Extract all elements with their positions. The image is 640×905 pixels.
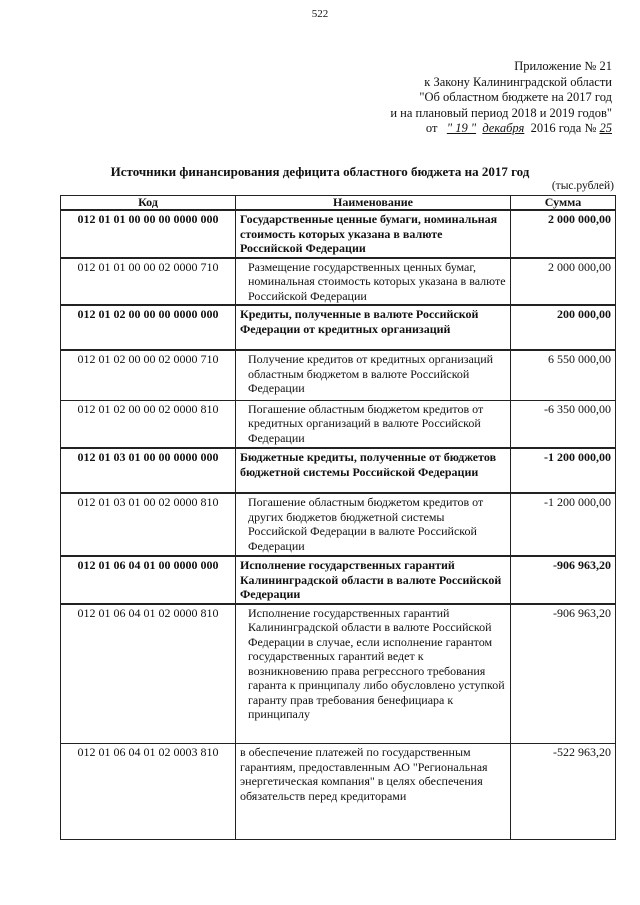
row-code: 012 01 06 04 01 02 0003 810 <box>61 744 236 840</box>
table-row <box>61 604 616 744</box>
table-row <box>61 493 616 556</box>
row-amount: -522 963,20 <box>511 744 616 840</box>
row-amount: -906 963,20 <box>511 556 616 604</box>
row-name: Погашение областным бюджетом кредитов от кредитных организаций в валюте Российской Федерации <box>236 400 511 448</box>
row-code: 012 01 02 00 00 02 0000 810 <box>61 400 236 448</box>
row-name: Погашение областным бюджетом кредитов от других бюджетов бюджетной системы Российской Федерации в валюте Российской Федерации <box>236 493 511 556</box>
table-row <box>61 210 616 258</box>
row-amount: 200 000,00 <box>511 305 616 350</box>
header-name: Наименование <box>236 196 511 211</box>
row-name: Кредиты, полученные в валюте Российской Федерации от кредитных организаций <box>236 305 511 350</box>
page-number: 522 <box>311 8 329 20</box>
table-row <box>61 448 616 493</box>
table-row <box>61 305 616 350</box>
row-name: Получение кредитов от кредитных организаций областным бюджетом в валюте Российской Федерации <box>236 350 511 400</box>
table-row <box>61 744 616 840</box>
row-amount: -1 200 000,00 <box>511 448 616 493</box>
header-code: Код <box>61 196 236 211</box>
row-amount: -6 350 000,00 <box>511 400 616 448</box>
annex-line: "Об областном бюджете на 2017 год <box>419 90 612 104</box>
annex-line: Приложение № 21 <box>514 59 612 73</box>
table-row <box>61 400 616 448</box>
row-amount: 2 000 000,00 <box>511 210 616 258</box>
annex-block <box>390 59 612 137</box>
row-name: Бюджетные кредиты, полученные от бюджетов бюджетной системы Российской Федерации <box>236 448 511 493</box>
annex-day: " 19 " <box>446 121 477 135</box>
header-amount: Сумма <box>511 196 616 211</box>
row-amount: -1 200 000,00 <box>511 493 616 556</box>
row-name: Размещение государственных ценных бумаг, номинальная стоимость которых указана в валюте Российской Федерации <box>236 258 511 306</box>
row-code: 012 01 01 00 00 02 0000 710 <box>61 258 236 306</box>
row-amount: -906 963,20 <box>511 604 616 744</box>
row-code: 012 01 01 00 00 00 0000 000 <box>61 210 236 258</box>
annex-line: и на плановый период 2018 и 2019 годов" <box>390 105 612 120</box>
table-row <box>61 556 616 604</box>
row-name: Государственные ценные бумаги, номинальная стоимость которых указана в валюте Российской Федерации <box>236 210 511 258</box>
units-label: (тыс.рублей) <box>551 180 614 192</box>
annex-date-line <box>390 121 612 137</box>
annex-year: 2016 года № <box>530 121 597 135</box>
document-title: Источники финансирования дефицита областного бюджета на 2017 год <box>110 164 530 179</box>
row-code: 012 01 03 01 00 02 0000 810 <box>61 493 236 556</box>
row-name: Исполнение государственных гарантий Калининградской области в валюте Российской Федерации в случае, если исполнение гарантом государственных гарантий ведет к возникновению права регрессного требования гаранта к принципалу либо обусловлено уступкой гаранту прав требования бенефициара к принципалу <box>236 604 511 744</box>
table-row <box>61 258 616 306</box>
annex-line: к Закону Калининградской области <box>424 74 612 89</box>
row-name: Исполнение государственных гарантий Калининградской области в валюте Российской Федерации <box>236 556 511 604</box>
row-code: 012 01 06 04 01 02 0000 810 <box>61 604 236 744</box>
table-row <box>61 350 616 400</box>
financing-table <box>60 195 616 840</box>
annex-month: декабря <box>482 121 525 135</box>
annex-date-prefix: от <box>425 121 438 135</box>
annex-number: 25 <box>599 121 612 135</box>
table-header-row <box>61 196 616 211</box>
row-code: 012 01 02 00 00 00 0000 000 <box>61 305 236 350</box>
row-code: 012 01 02 00 00 02 0000 710 <box>61 350 236 400</box>
row-amount: 2 000 000,00 <box>511 258 616 306</box>
row-name: в обеспечение платежей по государственным гарантиям, предоставленным АО "Региональная энергетическая компания" в целях обеспечения обязательств перед кредиторами <box>236 744 511 840</box>
row-code: 012 01 06 04 01 00 0000 000 <box>61 556 236 604</box>
row-code: 012 01 03 01 00 00 0000 000 <box>61 448 236 493</box>
row-amount: 6 550 000,00 <box>511 350 616 400</box>
